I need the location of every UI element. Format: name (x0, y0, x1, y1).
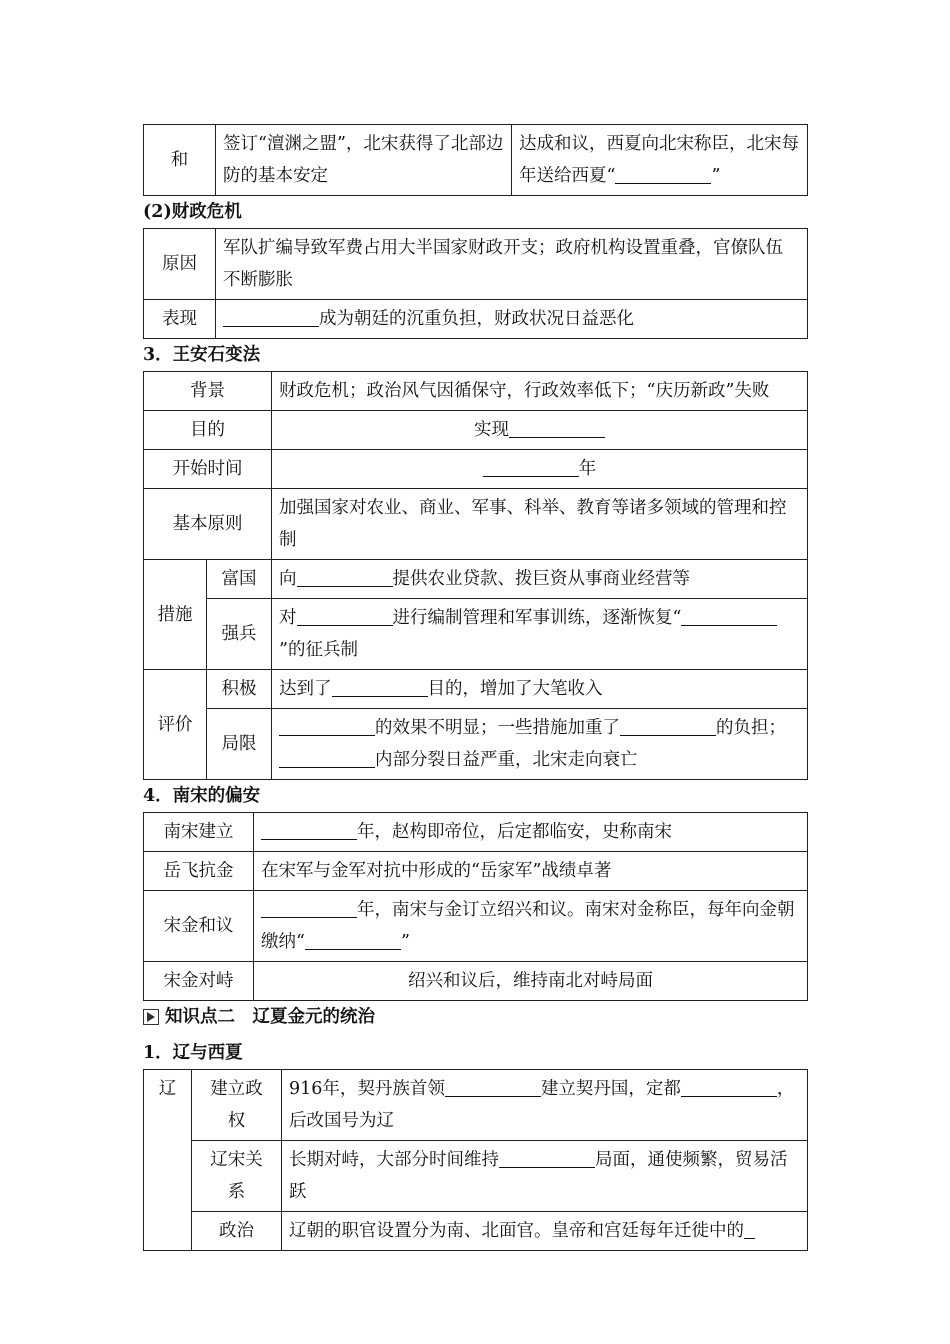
row-cell: 达到了 目的，增加了大笔收入 (272, 670, 808, 709)
row-label: 宋金和议 (144, 891, 254, 962)
fill-blank (445, 1076, 541, 1097)
table-row (144, 411, 808, 450)
liao-table (143, 1069, 808, 1251)
row-label: 建立政权 (192, 1070, 282, 1141)
row-cell: 签订“澶渊之盟”，北宋获得了北部边防的基本安定 (216, 125, 512, 196)
row-label: 政治 (192, 1212, 282, 1251)
fill-blank (297, 566, 393, 587)
fill-blank (499, 1147, 595, 1168)
fill-blank (620, 715, 716, 736)
fill-blank (681, 1076, 777, 1097)
table-row (144, 599, 808, 670)
relations-table-tail (143, 124, 808, 196)
table-row (144, 372, 808, 411)
row-label: 强兵 (207, 599, 272, 670)
southern-song-table (143, 812, 808, 1001)
fill-blank (223, 306, 319, 327)
row-cell: 的效果不明显；一些措施加重了 的负担；内部分裂日益严重，北宋走向衰亡 (272, 709, 808, 780)
fill-blank (305, 929, 401, 950)
reform-table (143, 371, 808, 780)
row-cell: 916年，契丹族首领 建立契丹国，定都 ，后改国号为辽 (282, 1070, 808, 1141)
fill-blank (681, 605, 777, 626)
row-cell: 年，南宋与金订立绍兴和议。南宋对金称臣，每年向金朝缴纳“ ” (254, 891, 808, 962)
table-row (144, 813, 808, 852)
row-cell: 年，赵构即帝位，后定都临安，史称南宋 (254, 813, 808, 852)
row-cell: 年 (272, 450, 808, 489)
row-label: 和 (144, 125, 216, 196)
table-row (144, 489, 808, 560)
fill-blank (615, 163, 711, 184)
row-label: 表现 (144, 300, 216, 339)
group-label: 辽 (144, 1070, 192, 1251)
row-cell: 在宋军与金军对抗中形成的“岳家军”战绩卓著 (254, 852, 808, 891)
finance-table (143, 228, 808, 339)
section-heading: 4．南宋的偏安 (143, 786, 261, 806)
group-label: 措施 (144, 560, 207, 670)
row-label: 背景 (144, 372, 272, 411)
fill-blank (297, 605, 393, 626)
document-page (143, 124, 807, 1251)
table-row (144, 450, 808, 489)
row-label: 目的 (144, 411, 272, 450)
row-label: 宋金对峙 (144, 962, 254, 1001)
row-cell: 向 提供农业贷款、拨巨资从事商业经营等 (272, 560, 808, 599)
fill-blank (279, 747, 375, 768)
row-cell: 长期对峙，大部分时间维持 局面，通使频繁，贸易活跃 (282, 1141, 808, 1212)
fill-blank (744, 1218, 755, 1239)
row-cell: 成为朝廷的沉重负担，财政状况日益恶化 (216, 300, 808, 339)
section-heading: (2)财政危机 (143, 202, 242, 222)
table-row (144, 670, 808, 709)
row-cell: 达成和议，西夏向北宋称臣，北宋每年送给西夏“ ” (512, 125, 808, 196)
table-row (144, 560, 808, 599)
row-cell: 财政危机；政治风气因循保守，行政效率低下；“庆历新政”失败 (272, 372, 808, 411)
knowledge-heading: 知识点二 辽夏金元的统治 (143, 1001, 807, 1033)
table-row (144, 852, 808, 891)
section-heading: 3．王安石变法 (143, 345, 261, 365)
row-label: 基本原则 (144, 489, 272, 560)
row-cell: 军队扩编导致军费占用大半国家财政开支；政府机构设置重叠，官僚队伍不断膨胀 (216, 229, 808, 300)
table-row (144, 300, 808, 339)
fill-blank (279, 715, 375, 736)
group-label: 评价 (144, 670, 207, 780)
row-label: 积极 (207, 670, 272, 709)
row-label: 南宋建立 (144, 813, 254, 852)
fill-blank (261, 897, 357, 918)
row-cell: 绍兴和议后，维持南北对峙局面 (254, 962, 808, 1001)
table-row (144, 891, 808, 962)
fill-blank (332, 676, 428, 697)
row-label: 开始时间 (144, 450, 272, 489)
row-label: 辽宋关系 (192, 1141, 282, 1212)
row-cell: 对 进行编制管理和军事训练，逐渐恢复“”的征兵制 (272, 599, 808, 670)
fill-blank (509, 417, 605, 438)
row-cell: 辽朝的职官设置分为南、北面官。皇帝和宫廷每年迁徙中的 (282, 1212, 808, 1251)
fill-blank (261, 819, 357, 840)
row-label: 岳飞抗金 (144, 852, 254, 891)
row-cell: 加强国家对农业、商业、军事、科举、教育等诸多领域的管理和控制 (272, 489, 808, 560)
table-row (144, 962, 808, 1001)
table-row (144, 1212, 808, 1251)
row-label: 原因 (144, 229, 216, 300)
row-label: 局限 (207, 709, 272, 780)
table-row (144, 125, 808, 196)
subsection-heading: 1．辽与西夏 (143, 1043, 243, 1063)
play-triangle-icon (143, 1009, 159, 1025)
table-row (144, 229, 808, 300)
table-row (144, 709, 808, 780)
table-row (144, 1070, 808, 1141)
table-row (144, 1141, 808, 1212)
row-label: 富国 (207, 560, 272, 599)
row-cell: 实现 (272, 411, 808, 450)
fill-blank (483, 456, 579, 477)
